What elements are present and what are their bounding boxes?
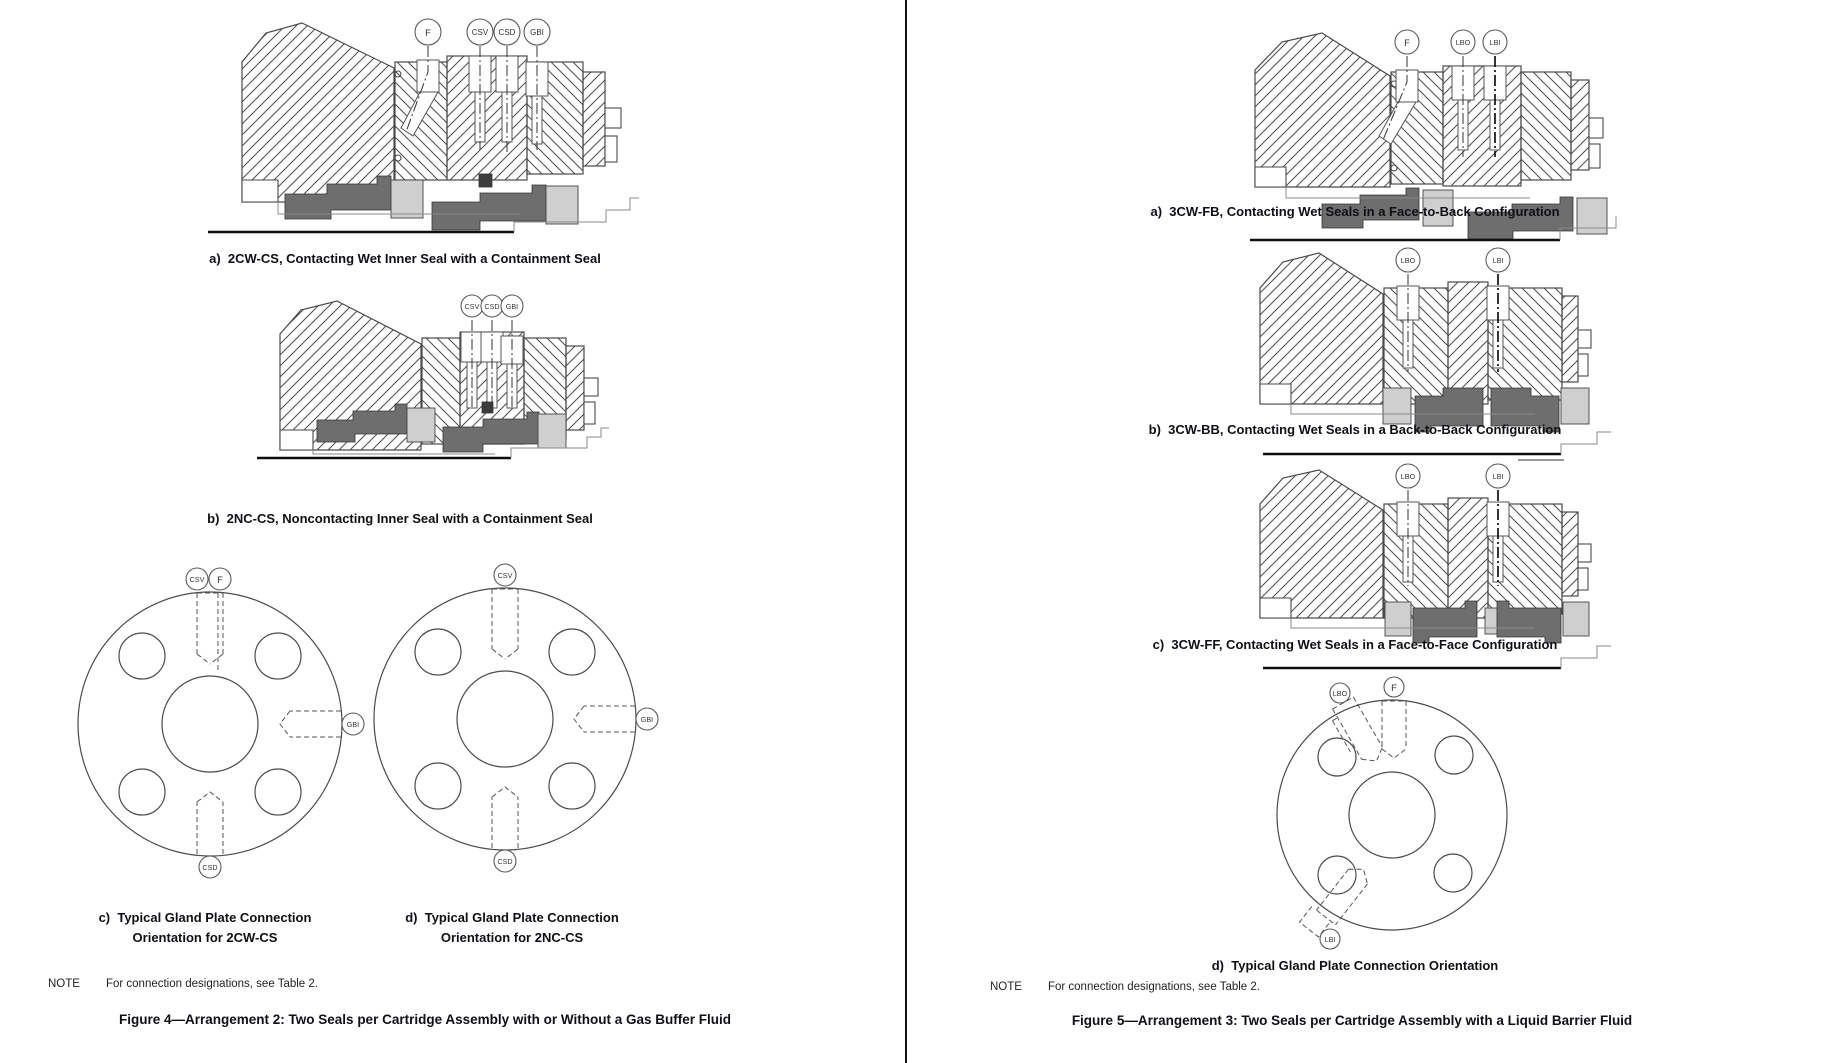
- svg-text:CSD: CSD: [497, 857, 513, 866]
- svg-text:CSV: CSV: [464, 302, 480, 311]
- svg-text:LBO: LBO: [1400, 472, 1416, 481]
- figure5-flange-d: [1240, 665, 1540, 965]
- connection-label-gbi: [501, 295, 523, 317]
- note-text: For connection designations, see Table 2.: [1047, 981, 1260, 993]
- figure4-caption-c-line1: c) Typical Gland Plate Connection: [98, 910, 312, 925]
- svg-text:LBI: LBI: [1492, 472, 1504, 481]
- connection-label-csd: [494, 850, 516, 872]
- svg-text:F: F: [217, 575, 223, 586]
- figure5-diagram-a-seal-cross-section: [1230, 22, 1620, 212]
- svg-text:CSV: CSV: [471, 28, 489, 37]
- connection-label-csd: [494, 19, 520, 45]
- figure4-diagram-b-seal-cross-section: [235, 290, 615, 470]
- svg-text:CSD: CSD: [484, 302, 500, 311]
- figure5-diagram-c-seal-cross-section: [1245, 460, 1615, 640]
- connection-label-csv: [186, 568, 208, 590]
- figure4-note: [48, 978, 318, 990]
- figure4-caption-c: [99, 908, 312, 948]
- svg-text:LBI: LBI: [1492, 256, 1504, 265]
- figure5-caption-d: d) Typical Gland Plate Connection Orientation: [1211, 958, 1499, 973]
- note-label: NOTE: [48, 978, 80, 990]
- page-divider: [905, 0, 907, 1063]
- connection-label-gbi: [524, 19, 550, 45]
- figure5-note: [990, 981, 1260, 993]
- note-label: NOTE: [990, 981, 1022, 993]
- connection-label-f: [1395, 30, 1419, 54]
- figure4-flange-c: [60, 560, 370, 880]
- figure4-title: Figure 4—Arrangement 2: Two Seals per Cartridge Assembly with or Without a Gas Buffer Fluid: [119, 1012, 731, 1027]
- connection-label-f: [1384, 677, 1404, 697]
- figure4-caption-c-line2: Orientation for 2CW-CS: [132, 930, 278, 946]
- svg-text:GBI: GBI: [530, 28, 544, 37]
- figure5-title: Figure 5—Arrangement 3: Two Seals per Cartridge Assembly with a Liquid Barrier Fluid: [1071, 1013, 1633, 1028]
- figure4-caption-b: b) 2NC-CS, Noncontacting Inner Seal with a Containment Seal: [207, 511, 593, 526]
- connection-label-csv: [467, 19, 493, 45]
- connection-label-csd: [199, 856, 221, 878]
- connection-label-lbo: [1451, 30, 1475, 54]
- connection-label-lbi: [1320, 929, 1340, 949]
- svg-text:CSD: CSD: [498, 28, 516, 37]
- figure5-caption-b: b) 3CW-BB, Contacting Wet Seals in a Back-to-Back Configuration: [1148, 422, 1562, 437]
- svg-text:LBO: LBO: [1400, 256, 1416, 265]
- connection-label-lbi: [1483, 30, 1507, 54]
- svg-text:F: F: [1404, 38, 1410, 49]
- svg-text:F: F: [425, 28, 431, 39]
- figure4-caption-d-line2: Orientation for 2NC-CS: [440, 930, 584, 946]
- svg-text:CSD: CSD: [202, 863, 218, 872]
- figure4-flange-d: [355, 557, 665, 877]
- svg-text:GBI: GBI: [640, 715, 654, 724]
- figure4-caption-d-line1: d) Typical Gland Plate Connection: [405, 910, 619, 925]
- svg-text:LBI: LBI: [1489, 38, 1501, 47]
- figure4-caption-a: a) 2CW-CS, Contacting Wet Inner Seal with a Containment Seal: [209, 251, 601, 266]
- figure5-caption-c: c) 3CW-FF, Contacting Wet Seals in a Face-to-Face Configuration: [1152, 637, 1558, 652]
- connection-label-csd: [481, 295, 503, 317]
- connection-label-lbi: [1486, 464, 1510, 488]
- svg-text:GBI: GBI: [346, 720, 360, 729]
- connection-label-gbi: [636, 708, 658, 730]
- connection-label-lbo: [1330, 683, 1350, 703]
- connection-label-lbo: [1396, 464, 1420, 488]
- svg-text:F: F: [1391, 683, 1397, 694]
- svg-text:LBI: LBI: [1324, 935, 1336, 944]
- svg-text:LBO: LBO: [1332, 689, 1348, 698]
- svg-text:LBO: LBO: [1455, 38, 1471, 47]
- connection-label-csv: [494, 564, 516, 586]
- connection-label-f: [209, 568, 231, 590]
- svg-text:CSV: CSV: [189, 575, 205, 584]
- connection-label-lbi: [1486, 248, 1510, 272]
- figure5-diagram-b-seal-cross-section: [1245, 242, 1615, 427]
- connection-label-csv: [461, 295, 483, 317]
- figure4-caption-d: [405, 908, 619, 948]
- svg-text:GBI: GBI: [505, 302, 519, 311]
- figure5-caption-a: a) 3CW-FB, Contacting Wet Seals in a Face-to-Back Configuration: [1150, 204, 1560, 219]
- figure4-diagram-a-seal-cross-section: [180, 10, 640, 245]
- connection-label-f: [415, 19, 441, 45]
- note-text: For connection designations, see Table 2.: [105, 978, 318, 990]
- connection-label-lbo: [1396, 248, 1420, 272]
- svg-text:CSV: CSV: [497, 571, 513, 580]
